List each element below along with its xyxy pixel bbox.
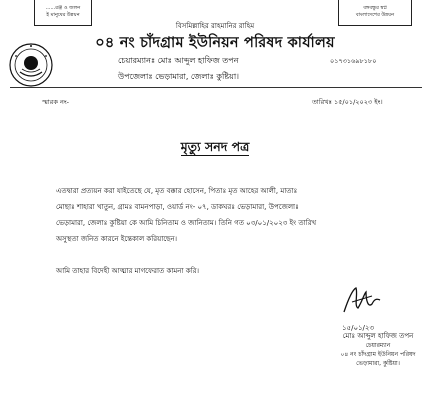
issue-date: তারিখঃ ১৫/০১/২০২৩ ইং। (312, 98, 383, 106)
prayer-line: আমি তাহার বিদেহী আত্মার মাগফেরাত কামনা করি। (56, 267, 199, 275)
upazila-district-line: উপজেলাঃ ভেড়ামারা, জেলাঃ কুষ্টিয়া। (118, 72, 239, 81)
header-divider (10, 87, 422, 88)
union-parishad-logo-icon (8, 42, 54, 88)
signer-block (330, 332, 426, 368)
certificate-title (0, 139, 430, 159)
signer-name: মোঃ আব্দুল হাফিজ তপন (342, 332, 414, 340)
signer-office: ০৪ নং চাঁদগ্রাম ইউনিয়ন পরিষদ (340, 351, 416, 358)
slogan-left-line-1: ......রঞ্জ ও জলন (45, 5, 81, 11)
certificate-title-text: মৃত্যু সনদ পত্র (180, 139, 250, 154)
certificate-body (56, 183, 396, 247)
handwritten-date: ১৫/০১/২৩ (342, 324, 374, 332)
office-title: ০৪ নং চাঁদগ্রাম ইউনিয়ন পরিষদ কার্যালয় (95, 35, 335, 51)
signature-icon (338, 282, 384, 322)
signer-location: ভেড়ামারা, কুষ্টিয়া। (356, 360, 400, 367)
memo-number: স্মারক নং- (42, 98, 69, 106)
bismillah-line: বিসমিল্লাহির রাহমানির রাহিম (175, 22, 255, 30)
chairman-line: চেয়ারম্যানঃ মোঃ আব্দুল হাফিজ তপন (118, 56, 239, 65)
body-line-2: মোছাঃ শাহারা খাতুন, গ্রামঃ বামনপাড়া, ওয়ার্ড নং- ০৭, ডাকঘরঃ ভেড়ামারা, উপজেলাঃ (56, 203, 299, 211)
phone-number: ০১৭৩১৬৯৮১৮০ (330, 57, 377, 65)
signer-designation: চেয়ারম্যান (365, 342, 391, 349)
body-line-1: এতদ্বারা প্রত্যয়ন করা যাইতেছে যে, মৃত বক্কার হোসেন, পিতাঃ মৃত আহের আলী, মাতাঃ (56, 187, 298, 195)
body-line-3: ভেড়ামারা, জেলাঃ কুষ্টিয়া কে আমি চিনিতাম ও জানিতাম। তিনি গত ০৩/০১/২০২৩ ইং তারিখ (56, 219, 317, 227)
slogan-left-line-2: ই মানুষের উন্নয়ন (46, 12, 80, 18)
body-line-4: অসুস্থতা জনিত কারনে ইন্তেকাল করিয়াছেন। (56, 235, 178, 243)
slogan-right-line-1: বঙ্গবন্ধুর স্বপ্ন (363, 5, 387, 11)
slogan-right-line-2: বাংলাদেশের উন্নয়ন (355, 12, 395, 18)
